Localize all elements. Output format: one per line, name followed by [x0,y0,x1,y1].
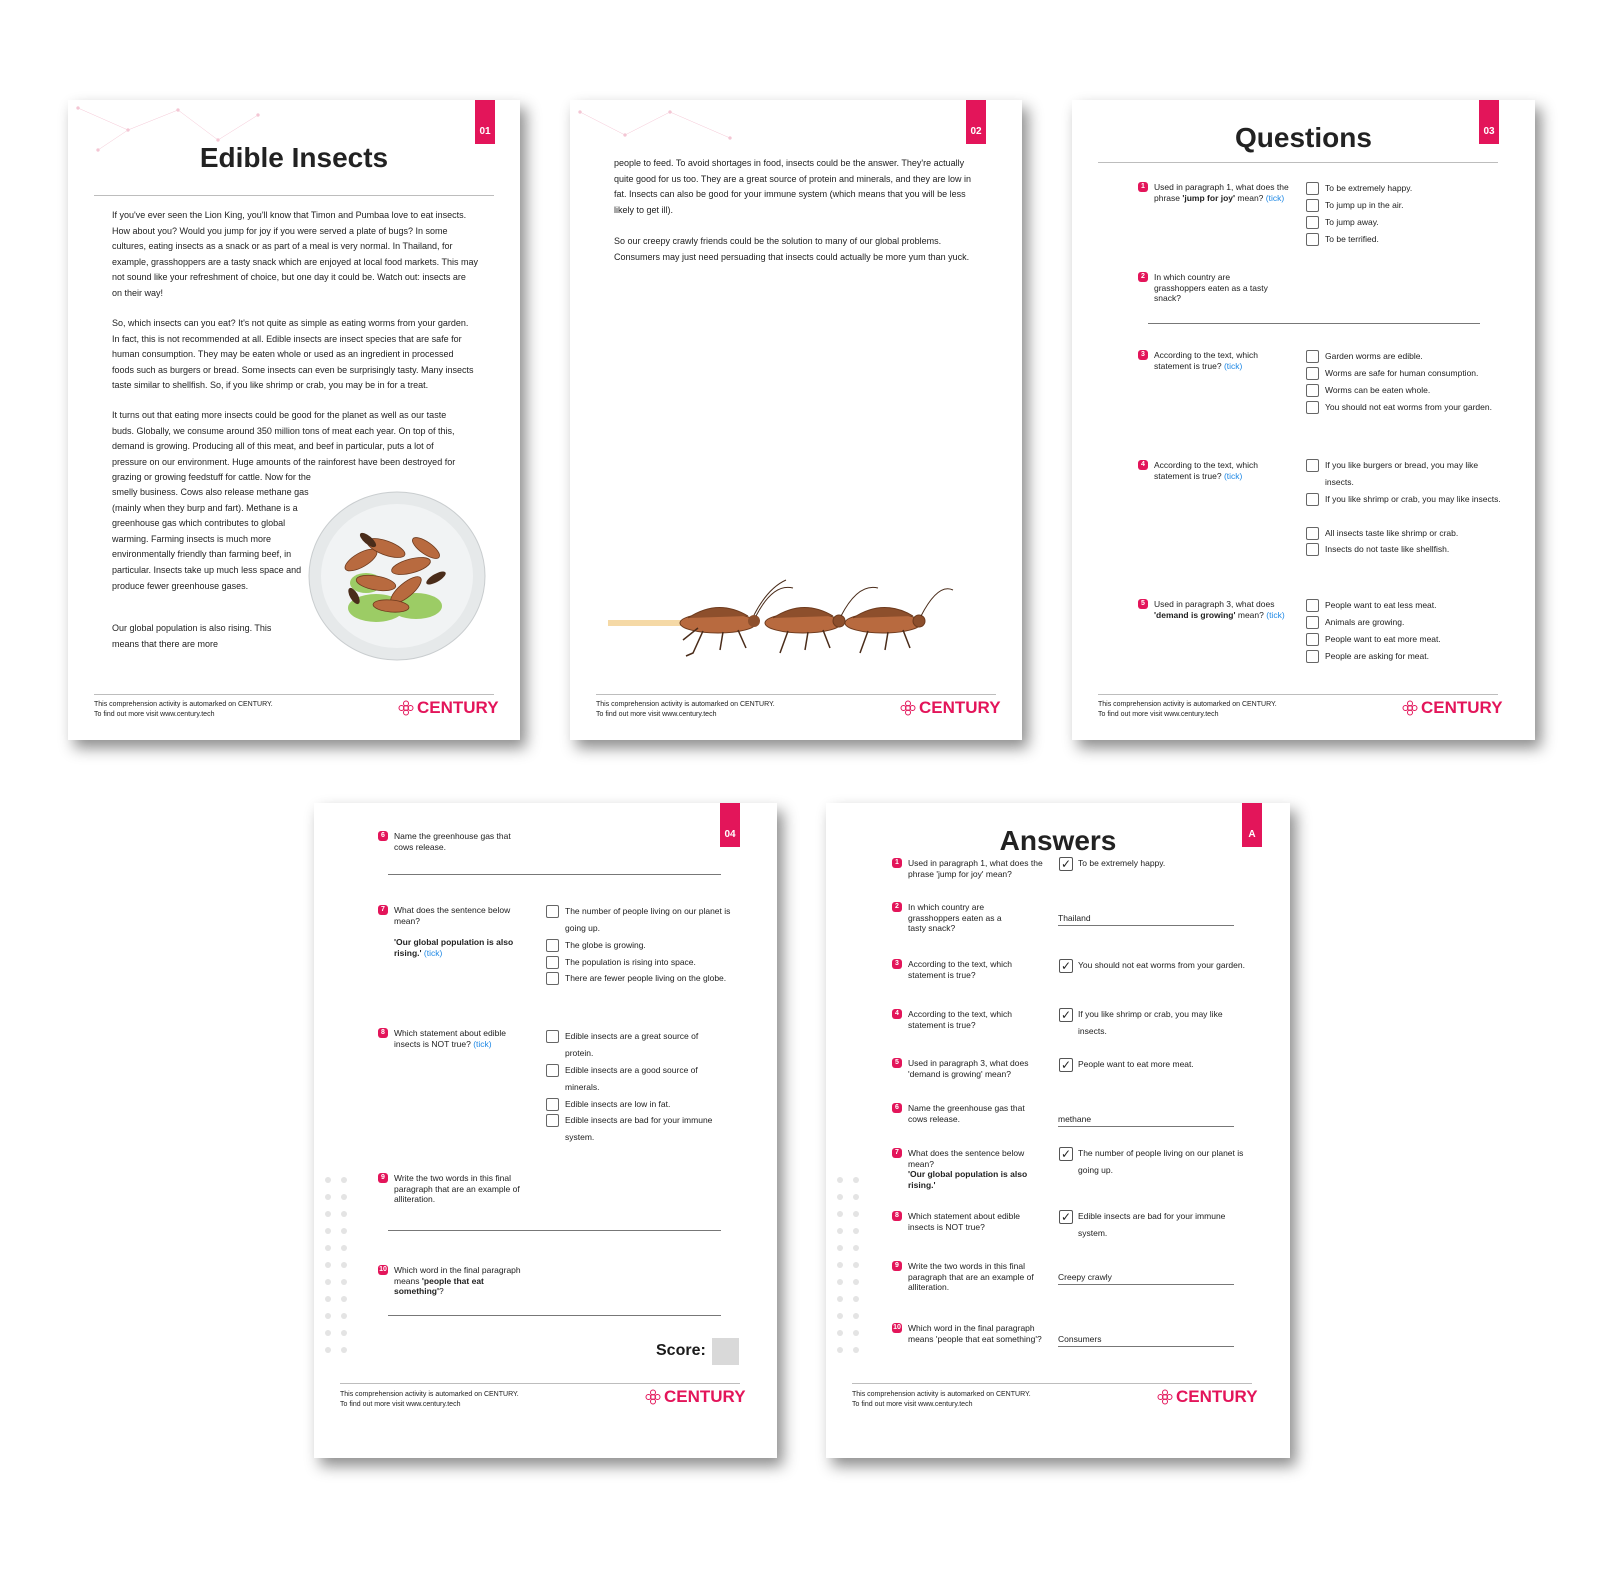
footer-line-1: This comprehension activity is automarked on CENTURY. [1098,701,1277,708]
page-title: Edible Insects [199,142,389,173]
q5-option-2-checkbox[interactable] [1306,616,1319,629]
q1-option-3-checkbox[interactable] [1306,216,1319,229]
footer-line-1: This comprehension activity is automarked on CENTURY. [852,1391,1031,1398]
q5-option-4-label: People are asking for meat. [1325,651,1429,661]
tick-instruction: (tick) [1266,609,1285,620]
question-number: 1 [892,858,902,868]
century-flower-icon [1157,1389,1173,1405]
brand-name: CENTURY [919,698,1001,717]
q1-option-4-label: To be terrified. [1325,234,1379,244]
paragraph-3-continued: smelly business. Cows also release methane gas (mainly when they burp and fart). Methane is a greenhouse gas which contributes to global warming. Farming insects is much more environmentally friendly than farming beef, in particular. Insects take up much less space and produce fewer greenhouse gases. [112,487,309,591]
question-text [908,1148,1043,1190]
q7-option-2-checkbox[interactable] [546,939,559,952]
q3-option-3-label: Worms can be eaten whole. [1325,385,1431,395]
page-number-tab: 03 [1479,100,1499,144]
q4-option-1-label: If you like burgers or bread, you may like insects. [1325,460,1479,487]
answer-line [1058,925,1234,926]
footer-text [1098,700,1277,720]
tick-instruction: (tick) [1223,470,1243,481]
paragraph-1: If you've ever seen the Lion King, you'll know that Timon and Pumbaa love to eat insects. How about you? Would you jump for joy if you were served a plate of bugs? In some cultures, eating insects as a snack or as part of a meal is very normal. In Thailand, for example, grasshoppers are a tasty snack which are enjoyed at local food markets. This may not sound like your refreshment of choice, but one day it could be. Watch out: insects are on their way! [112,210,479,298]
q8-option-1-checkbox[interactable] [546,1030,559,1043]
question-text-part: According to the text, which statement is true? [1154,350,1258,371]
question-number: 6 [892,1103,902,1113]
question-number: 7 [892,1148,902,1158]
question-text [1154,599,1299,620]
q1-option-1-checkbox[interactable] [1306,182,1319,195]
question-key-phrase: 'people that eat something' [394,1275,484,1296]
worksheet-page-3 [1072,100,1535,740]
century-logo [900,698,1001,718]
tick-instruction: (tick) [423,947,443,958]
question-number: 3 [1138,350,1148,360]
q4-option-4-label: Insects do not taste like shellfish. [1325,544,1450,554]
question-number: 5 [892,1058,902,1068]
answer-text: Creepy crawly [1058,1272,1112,1282]
page-title: Questions [1235,122,1372,153]
q1-option-2-label: To jump up in the air. [1325,200,1404,210]
q7-option-3-label: The population is rising into space. [565,957,696,967]
title-divider [94,195,494,196]
question-text-part: Which word in the final paragraph means [394,1265,521,1286]
question-text: Used in paragraph 3, what does 'demand is growing' mean? [908,1058,1029,1079]
footer-line-2: To find out more visit www.century.tech [596,711,717,718]
question-number: 3 [892,959,902,969]
dot-grid-decoration [322,1175,352,1365]
footer-line-1: This comprehension activity is automarked on CENTURY. [340,1391,519,1398]
question-number: 2 [1138,272,1148,282]
q5-option-4-checkbox[interactable] [1306,650,1319,663]
page-number-tab: 01 [475,100,495,144]
question-text: In which country are grasshoppers eaten as a tasty snack? [1154,272,1268,303]
score-box[interactable] [712,1338,739,1365]
q7-option-1-checkbox[interactable] [546,905,559,918]
q7-option-4-label: There are fewer people living on the globe. [565,973,727,983]
question-number: 7 [378,905,388,915]
question-text-part: Used in paragraph 3, what does [1154,599,1275,609]
q8-option-3-checkbox[interactable] [546,1098,559,1111]
answer-line [1058,1346,1234,1347]
q4-option-4-checkbox[interactable] [1306,543,1319,556]
footer-line-2: To find out more visit www.century.tech [1098,711,1219,718]
brand-name: CENTURY [1421,698,1503,717]
q4-option-2-label: If you like shrimp or crab, you may like insects. [1325,494,1501,504]
page-number-tab: 04 [720,803,740,847]
checked-checkbox: ✓ [1060,1008,1072,1022]
answer-line [1058,1284,1234,1285]
worksheet-page-2 [570,100,1022,740]
question-text-part: What does the sentence below mean? [908,1148,1025,1169]
footer-line-2: To find out more visit www.century.tech [340,1401,461,1408]
answer-text: If you like shrimp or crab, you may like insects. [1078,1009,1223,1036]
q8-option-1-label: Edible insects are a great source of protein. [565,1031,699,1058]
tick-instruction: (tick) [1223,360,1243,371]
question-text: According to the text, which statement is true? [908,959,1012,980]
answer-text: Edible insects are bad for your immune system. [1078,1211,1226,1238]
brand-name: CENTURY [664,1387,746,1406]
q4-option-2-checkbox[interactable] [1306,493,1319,506]
worksheet-page-4 [314,803,777,1458]
answer-text: Consumers [1058,1334,1102,1344]
footer-divider [1098,694,1498,695]
q3-option-3-checkbox[interactable] [1306,384,1319,397]
worksheet-page-1 [68,100,520,740]
q1-option-3-label: To jump away. [1325,217,1379,227]
q5-option-3-checkbox[interactable] [1306,633,1319,646]
q7-option-4-checkbox[interactable] [546,972,559,985]
checked-checkbox: ✓ [1060,1058,1072,1072]
question-number: 2 [892,902,902,912]
question-number: 4 [892,1009,902,1019]
question-number: 1 [1138,182,1148,192]
q7-option-1-label: The number of people living on our planet is going up. [565,906,731,933]
century-logo [1402,698,1503,718]
q5-option-3-label: People want to eat more meat. [1325,634,1441,644]
footer-line-1: This comprehension activity is automarked on CENTURY. [596,701,775,708]
title-divider [1098,162,1498,163]
q8-option-4-label: Edible insects are bad for your immune system. [565,1115,713,1142]
answer-text: methane [1058,1114,1092,1124]
q4-option-3-checkbox[interactable] [1306,527,1319,540]
answer-text: People want to eat more meat. [1078,1059,1194,1069]
q1-option-1-label: To be extremely happy. [1325,183,1413,193]
century-logo [398,698,499,718]
century-flower-icon [645,1389,661,1405]
question-text: In which country are grasshoppers eaten as a tasty snack? [908,902,1002,933]
question-quote [394,937,524,958]
question-text-part: mean? [1235,609,1264,620]
marching-crickets-illustration [608,578,958,668]
paragraph-4: Our global population is also rising. This means that there are more [112,623,272,649]
q5-option-1-label: People want to eat less meat. [1325,600,1437,610]
footer-divider [94,694,494,695]
footer-text [340,1390,519,1410]
page-title: Answers [999,825,1117,856]
answer-text: Thailand [1058,913,1091,923]
answer-text: The number of people living on our planet is going up. [1078,1148,1244,1175]
q8-option-2-label: Edible insects are a good source of minerals. [565,1065,698,1092]
tick-instruction: (tick) [1265,192,1285,203]
q3-option-2-checkbox[interactable] [1306,367,1319,380]
question-key-phrase: 'demand is growing' [1154,609,1236,620]
q8-option-2-checkbox[interactable] [546,1064,559,1077]
brand-name: CENTURY [1176,1387,1258,1406]
network-pattern-decoration [570,100,770,160]
q4-option-3-label: All insects taste like shrimp or crab. [1325,528,1459,538]
century-flower-icon [1402,700,1418,716]
question-text: Which word in the final paragraph means 'people that eat something'? [908,1323,1042,1344]
answer-line [1058,1126,1234,1127]
quote-text: 'Our global population is also rising.' [908,1169,1028,1190]
brand-name: CENTURY [417,698,499,717]
century-flower-icon [398,700,414,716]
quote-text: 'Our global population is also rising.' [394,937,514,958]
question-text [394,1028,529,1049]
q7-option-3-checkbox[interactable] [546,956,559,969]
q6-answer-line[interactable] [388,874,721,875]
q2-answer-line[interactable] [1148,323,1480,324]
question-number: 10 [893,1324,901,1331]
answer-text: To be extremely happy. [1078,858,1166,868]
century-flower-icon [900,700,916,716]
question-key-phrase: 'jump for joy' [1182,192,1236,203]
question-text: According to the text, which statement is true? [908,1009,1012,1030]
footer-text [852,1390,1031,1410]
q3-option-4-label: You should not eat worms from your garden. [1325,402,1492,412]
score-label: Score: [656,1342,706,1359]
question-text: Write the two words in this final paragraph that are an example of alliteration. [394,1173,520,1204]
question-text-part: Used in paragraph 1, what does the phrase [1154,182,1289,203]
q5-option-1-checkbox[interactable] [1306,599,1319,612]
question-text-part: According to the text, which statement is true? [1154,460,1258,481]
q8-option-3-label: Edible insects are low in fat. [565,1099,671,1109]
question-text [1154,182,1292,203]
question-text [1154,350,1279,371]
answer-text: You should not eat worms from your garden. [1078,960,1245,970]
question-text [1154,460,1279,481]
footer-divider [596,694,996,695]
question-text: Name the greenhouse gas that cows release. [908,1103,1025,1124]
plate-of-insects-illustration [306,488,488,664]
footer-divider [852,1383,1252,1384]
question-number: 9 [378,1173,388,1183]
checked-checkbox: ✓ [1060,1147,1072,1161]
q10-answer-line[interactable] [388,1315,721,1316]
question-number: 9 [892,1261,902,1271]
worksheet-page-answers [826,803,1290,1458]
q3-option-4-checkbox[interactable] [1306,401,1319,414]
q7-option-2-label: The globe is growing. [565,940,646,950]
question-number: 10 [379,1266,387,1273]
question-text-part: mean? [1235,192,1264,203]
question-text: Which statement about edible insects is NOT true? [908,1211,1020,1232]
paragraph-5: So our creepy crawly friends could be the solution to many of our global problems. Consumers may just need persuading that insects could actually be more yum than yuck. [614,236,970,262]
page-number-tab: 02 [966,100,986,144]
question-number: 6 [378,831,388,841]
question-text: Write the two words in this final paragraph that are an example of alliteration. [908,1261,1034,1292]
q3-option-1-label: Garden worms are edible. [1325,351,1423,361]
question-number: 8 [378,1028,388,1038]
question-text: Used in paragraph 1, what does the phrase 'jump for joy' mean? [908,858,1043,879]
question-text-part: Which statement about edible insects is NOT true? [394,1028,506,1049]
paragraph-2: So, which insects can you eat? It's not quite as simple as eating worms from your garden. In fact, this is not recommended at all. Edible insects are insect species that are safe for human consumption. They may be eaten whole or used as an ingredient in processed foods such as burgers or bread. Some insects can even be surprisingly tasty. Many insects taste similar to shellfish. So, if you like shrimp or crab, you may be in for a treat. [112,318,474,391]
q1-option-4-checkbox[interactable] [1306,233,1319,246]
footer-line-1: This comprehension activity is automarked on CENTURY. [94,701,273,708]
question-number: 5 [1138,599,1148,609]
q3-option-2-label: Worms are safe for human consumption. [1325,368,1479,378]
checked-checkbox: ✓ [1060,1210,1072,1224]
checked-checkbox: ✓ [1060,857,1072,871]
dot-grid-decoration [834,1175,864,1365]
footer-text [94,700,273,720]
checked-checkbox: ✓ [1060,959,1072,973]
tick-instruction: (tick) [473,1038,492,1049]
page-number-tab: A [1242,803,1262,847]
q9-answer-line[interactable] [388,1230,721,1231]
century-logo [1157,1387,1258,1407]
q3-option-1-checkbox[interactable] [1306,350,1319,363]
question-text-part: ? [439,1286,444,1296]
q5-option-2-label: Animals are growing. [1325,617,1405,627]
footer-divider [340,1383,740,1384]
q4-option-1-checkbox[interactable] [1306,459,1319,472]
footer-text [596,700,775,720]
footer-line-2: To find out more visit www.century.tech [852,1401,973,1408]
paragraph-3: It turns out that eating more insects could be good for the planet as well as our taste buds. Globally, we consume around 350 million tons of meat each year. On top of this, demand is growing. Producing all of this meat, and beef in particular, puts a lot of pressure on our environment. Huge amounts of the rainforest have been destroyed for grazing or growing feedstuff for cattle. Now for the [112,410,456,483]
q8-option-4-checkbox[interactable] [546,1114,559,1127]
question-text: Name the greenhouse gas that cows release. [394,831,511,852]
question-text [394,1265,524,1297]
century-logo [645,1387,746,1407]
question-number: 4 [1138,460,1148,470]
question-text: What does the sentence below mean? [394,905,511,926]
question-number: 8 [892,1211,902,1221]
footer-line-2: To find out more visit www.century.tech [94,711,215,718]
paragraph-4-continued: people to feed. To avoid shortages in food, insects could be the answer. They're actually quite good for us too. They are a great source of protein and minerals, and they are low in fat. Insects can also be good for your immune system (which means that you will be less likely to get ill). [614,158,972,215]
q1-option-2-checkbox[interactable] [1306,199,1319,212]
